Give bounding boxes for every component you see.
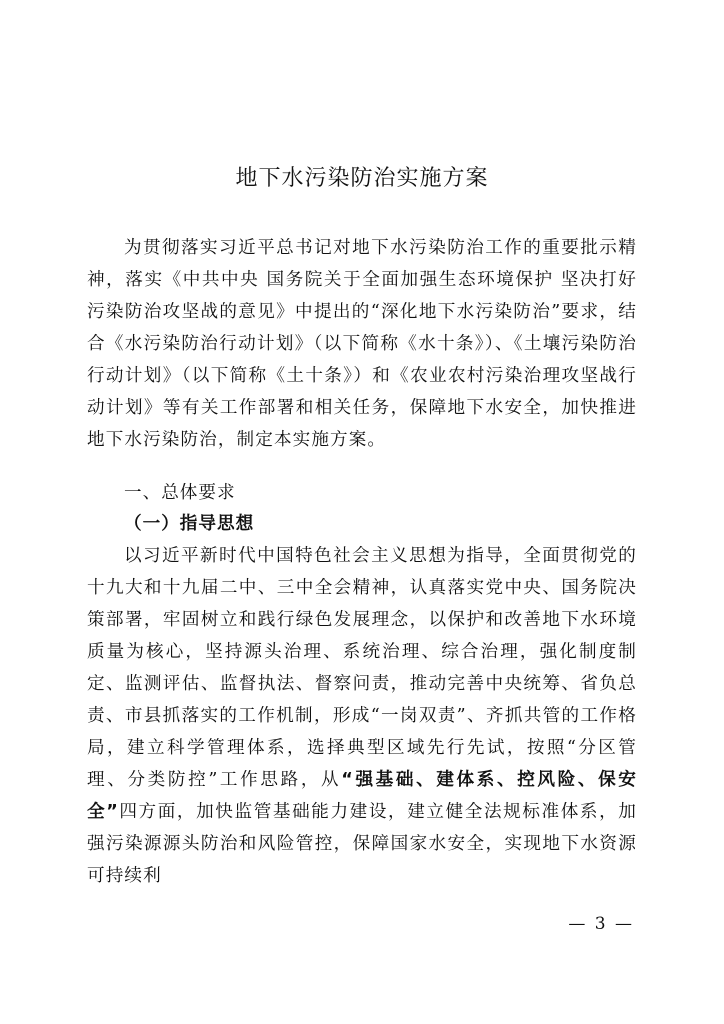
- subsection-heading: （一）指导思想: [124, 514, 255, 534]
- document-title: 地下水污染防治实施方案: [235, 166, 489, 191]
- page-number: — 3 —: [568, 914, 634, 934]
- intro-paragraph: 为贯彻落实习近平总书记对地下水污染防治工作的重要批示精神，落实《中共中央 国务院关于全面加强生态环境保护 坚决打好污染防治攻坚战的意见》中提出的“深化地下水污染防治”要求，结合《水污染防治行动计划》（以下简称《水十条》）、《土壤污染防治行动计划》（以下简称《土十条》）和《农业农村污染治理攻坚战行动计划》等有关工作部署和相关任务，保障地下水安全，加快推进地下水污染防治，制定本实施方案。: [87, 238, 637, 450]
- section-heading: 一、总体要求: [124, 483, 236, 503]
- guiding-paragraph-emphasis: “强基础、建体系、控风险、保安全”: [87, 770, 637, 822]
- guiding-paragraph-continuation: 四方面，加快监管基础能力建设，建立健全法规标准体系，加强污染源源头防治和风险管控，保障国家水安全，实现地下水资源可持续利: [87, 802, 638, 886]
- guiding-paragraph-text: 以习近平新时代中国特色社会主义思想为指导，全面贯彻党的十九大和十九届二中、三中全会精神，认真落实党中央、国务院决策部署，牢固树立和践行绿色发展理念，以保护和改善地下水环境质量为核心，坚持源头治理、系统治理、综合治理，强化制度制定、监测评估、监督执法、督察问责，推动完善中央统筹、省负总责、市县抓落实的工作机制，形成“一岗双责”、齐抓共管的工作格局，建立科学管理体系，选择典型区域先行先试，按照“分区管理、分类防控”工作思路，从: [87, 546, 637, 790]
- guiding-paragraph: [87, 540, 637, 892]
